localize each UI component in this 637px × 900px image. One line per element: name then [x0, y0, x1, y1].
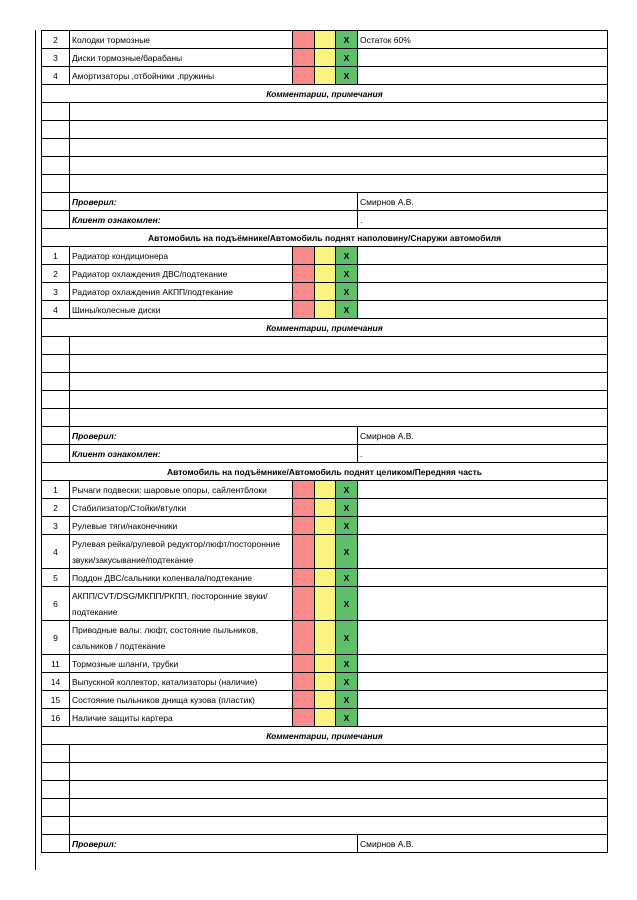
comments-header-row — [42, 727, 608, 745]
item-number: 3 — [42, 49, 70, 67]
item-label: Рулевые тяги/наконечники — [70, 517, 293, 535]
status-green-cell[interactable]: X — [336, 247, 358, 265]
status-yellow-cell[interactable] — [315, 569, 336, 587]
table-row — [42, 301, 608, 319]
table-row — [42, 691, 608, 709]
item-note — [358, 621, 608, 655]
status-yellow-cell[interactable] — [315, 481, 336, 499]
comment-row[interactable] — [42, 157, 608, 175]
comment-row[interactable] — [42, 409, 608, 427]
status-red-cell[interactable] — [293, 709, 315, 727]
table-row — [42, 67, 608, 85]
checked-by-label: Проверил: — [70, 193, 358, 211]
item-note — [358, 709, 608, 727]
status-red-cell[interactable] — [293, 655, 315, 673]
item-number: 1 — [42, 247, 70, 265]
comment-row[interactable] — [42, 121, 608, 139]
item-note — [358, 569, 608, 587]
left-margin-line — [35, 30, 36, 870]
status-green-cell[interactable]: X — [336, 587, 358, 621]
status-yellow-cell[interactable] — [315, 691, 336, 709]
item-number: 6 — [42, 587, 70, 621]
status-green-cell[interactable]: X — [336, 265, 358, 283]
checked-by-row — [42, 193, 608, 211]
table-row — [42, 265, 608, 283]
item-label: Радиатор кондиционера — [70, 247, 293, 265]
item-label: Тормозные шланги, трубки — [70, 655, 293, 673]
table-row — [42, 673, 608, 691]
item-note — [358, 247, 608, 265]
status-red-cell[interactable] — [293, 265, 315, 283]
status-green-cell[interactable]: X — [336, 31, 358, 49]
status-green-cell[interactable]: X — [336, 655, 358, 673]
status-green-cell[interactable]: X — [336, 673, 358, 691]
item-label: Стабилизатор/Стойки/втулки — [70, 499, 293, 517]
table-row — [42, 535, 608, 569]
table-row — [42, 49, 608, 67]
item-number: 14 — [42, 673, 70, 691]
status-yellow-cell[interactable] — [315, 499, 336, 517]
table-row — [42, 31, 608, 49]
status-red-cell[interactable] — [293, 535, 315, 569]
item-label: Амортизаторы ,отбойники ,пружины — [70, 67, 293, 85]
status-red-cell[interactable] — [293, 673, 315, 691]
status-green-cell[interactable]: X — [336, 283, 358, 301]
status-yellow-cell[interactable] — [315, 621, 336, 655]
item-number: 2 — [42, 265, 70, 283]
comment-row[interactable] — [42, 799, 608, 817]
comment-row[interactable] — [42, 817, 608, 835]
status-red-cell[interactable] — [293, 301, 315, 319]
comment-row[interactable] — [42, 103, 608, 121]
status-red-cell[interactable] — [293, 621, 315, 655]
item-note — [358, 691, 608, 709]
item-note — [358, 49, 608, 67]
item-note — [358, 535, 608, 569]
client-ack-value: . — [358, 211, 608, 229]
table-row — [42, 499, 608, 517]
section-title: Автомобиль на подъёмнике/Автомобиль поднят наполовину/Снаружи автомобиля — [42, 229, 608, 247]
table-row — [42, 655, 608, 673]
checked-by-value: Смирнов А.В. — [358, 193, 608, 211]
status-green-cell[interactable]: X — [336, 517, 358, 535]
table-row — [42, 621, 608, 655]
status-red-cell[interactable] — [293, 517, 315, 535]
item-note — [358, 587, 608, 621]
client-ack-value: . — [358, 445, 608, 463]
status-yellow-cell[interactable] — [315, 517, 336, 535]
comment-row[interactable] — [42, 337, 608, 355]
item-label: Поддон ДВС/сальники коленвала/подтекание — [70, 569, 293, 587]
status-red-cell[interactable] — [293, 49, 315, 67]
item-number: 15 — [42, 691, 70, 709]
status-green-cell[interactable]: X — [336, 481, 358, 499]
status-yellow-cell[interactable] — [315, 247, 336, 265]
status-green-cell[interactable]: X — [336, 621, 358, 655]
item-note — [358, 67, 608, 85]
item-note — [358, 301, 608, 319]
client-ack-row — [42, 211, 608, 229]
item-number: 4 — [42, 535, 70, 569]
item-number: 3 — [42, 517, 70, 535]
status-yellow-cell[interactable] — [315, 265, 336, 283]
inspection-sheet — [41, 30, 608, 853]
comment-row[interactable] — [42, 139, 608, 157]
status-yellow-cell[interactable] — [315, 535, 336, 569]
client-ack-label: Клиент ознакомлен: — [70, 445, 358, 463]
item-number: 5 — [42, 569, 70, 587]
section-header-row — [42, 463, 608, 481]
comment-row[interactable] — [42, 391, 608, 409]
status-yellow-cell[interactable] — [315, 49, 336, 67]
comments-header-row — [42, 85, 608, 103]
status-yellow-cell[interactable] — [315, 31, 336, 49]
status-green-cell[interactable]: X — [336, 569, 358, 587]
comment-row[interactable] — [42, 781, 608, 799]
status-yellow-cell[interactable] — [315, 673, 336, 691]
item-label: Приводные валы: люфт, состояние пыльников, сальников / подтекание — [70, 621, 293, 655]
section-header-row — [42, 229, 608, 247]
status-yellow-cell[interactable] — [315, 655, 336, 673]
item-note — [358, 517, 608, 535]
comments-title: Комментарии, примечания — [42, 319, 608, 337]
item-number: 11 — [42, 655, 70, 673]
comment-row[interactable] — [42, 175, 608, 193]
table-row — [42, 587, 608, 621]
comments-title: Комментарии, примечания — [42, 85, 608, 103]
item-number: 9 — [42, 621, 70, 655]
item-number: 1 — [42, 481, 70, 499]
status-red-cell[interactable] — [293, 587, 315, 621]
status-green-cell[interactable]: X — [336, 301, 358, 319]
item-label: Шины/колесные диски — [70, 301, 293, 319]
item-label: Диски тормозные/барабаны — [70, 49, 293, 67]
status-red-cell[interactable] — [293, 283, 315, 301]
status-red-cell[interactable] — [293, 691, 315, 709]
checked-by-row — [42, 427, 608, 445]
client-ack-row — [42, 445, 608, 463]
checked-by-value: Смирнов А.В. — [358, 835, 608, 853]
item-note — [358, 265, 608, 283]
status-red-cell[interactable] — [293, 481, 315, 499]
comments-header-row — [42, 319, 608, 337]
item-number: 16 — [42, 709, 70, 727]
comment-row[interactable] — [42, 745, 608, 763]
section-title: Автомобиль на подъёмнике/Автомобиль поднят целиком/Передняя часть — [42, 463, 608, 481]
status-green-cell[interactable]: X — [336, 499, 358, 517]
status-yellow-cell[interactable] — [315, 283, 336, 301]
comment-row[interactable] — [42, 373, 608, 391]
item-note — [358, 673, 608, 691]
status-green-cell[interactable]: X — [336, 691, 358, 709]
status-red-cell[interactable] — [293, 31, 315, 49]
item-label: Колодки тормозные — [70, 31, 293, 49]
checked-by-label: Проверил: — [70, 427, 358, 445]
status-green-cell[interactable]: X — [336, 709, 358, 727]
item-number: 2 — [42, 31, 70, 49]
status-red-cell[interactable] — [293, 569, 315, 587]
table-row — [42, 517, 608, 535]
item-number: 4 — [42, 301, 70, 319]
table-row — [42, 709, 608, 727]
item-label: Радиатор охлаждения АКПП/подтекание — [70, 283, 293, 301]
table-row — [42, 569, 608, 587]
item-label: Наличие защиты картера — [70, 709, 293, 727]
status-red-cell[interactable] — [293, 247, 315, 265]
item-note: Остаток 60% — [358, 31, 608, 49]
item-label: Рулевая рейка/рулевой редуктор/люфт/посторонние звуки/закусывание/подтекание — [70, 535, 293, 569]
status-green-cell[interactable]: X — [336, 535, 358, 569]
checked-by-value: Смирнов А.В. — [358, 427, 608, 445]
status-yellow-cell[interactable] — [315, 67, 336, 85]
item-number: 2 — [42, 499, 70, 517]
item-label: Радиатор охлаждения ДВС/подтекание — [70, 265, 293, 283]
item-label: Рычаги подвески: шаровые опоры, сайлентблоки — [70, 481, 293, 499]
table-row — [42, 481, 608, 499]
item-number: 3 — [42, 283, 70, 301]
status-yellow-cell[interactable] — [315, 301, 336, 319]
item-number: 4 — [42, 67, 70, 85]
item-note — [358, 283, 608, 301]
status-yellow-cell[interactable] — [315, 709, 336, 727]
checked-by-row — [42, 835, 608, 853]
item-note — [358, 499, 608, 517]
item-label: Состояние пыльников днища кузова (пластик) — [70, 691, 293, 709]
status-red-cell[interactable] — [293, 67, 315, 85]
checked-by-label: Проверил: — [70, 835, 358, 853]
status-green-cell[interactable]: X — [336, 67, 358, 85]
status-red-cell[interactable] — [293, 499, 315, 517]
comments-title: Комментарии, примечания — [42, 727, 608, 745]
table-row — [42, 247, 608, 265]
item-note — [358, 481, 608, 499]
comment-row[interactable] — [42, 763, 608, 781]
client-ack-label: Клиент ознакомлен: — [70, 211, 358, 229]
status-green-cell[interactable]: X — [336, 49, 358, 67]
item-note — [358, 655, 608, 673]
item-label: АКПП/CVT/DSG/МКПП/РКПП, посторонние звуки/ подтекание — [70, 587, 293, 621]
comment-row[interactable] — [42, 355, 608, 373]
table-row — [42, 283, 608, 301]
item-label: Выпускной коллектор, катализаторы (наличие) — [70, 673, 293, 691]
status-yellow-cell[interactable] — [315, 587, 336, 621]
